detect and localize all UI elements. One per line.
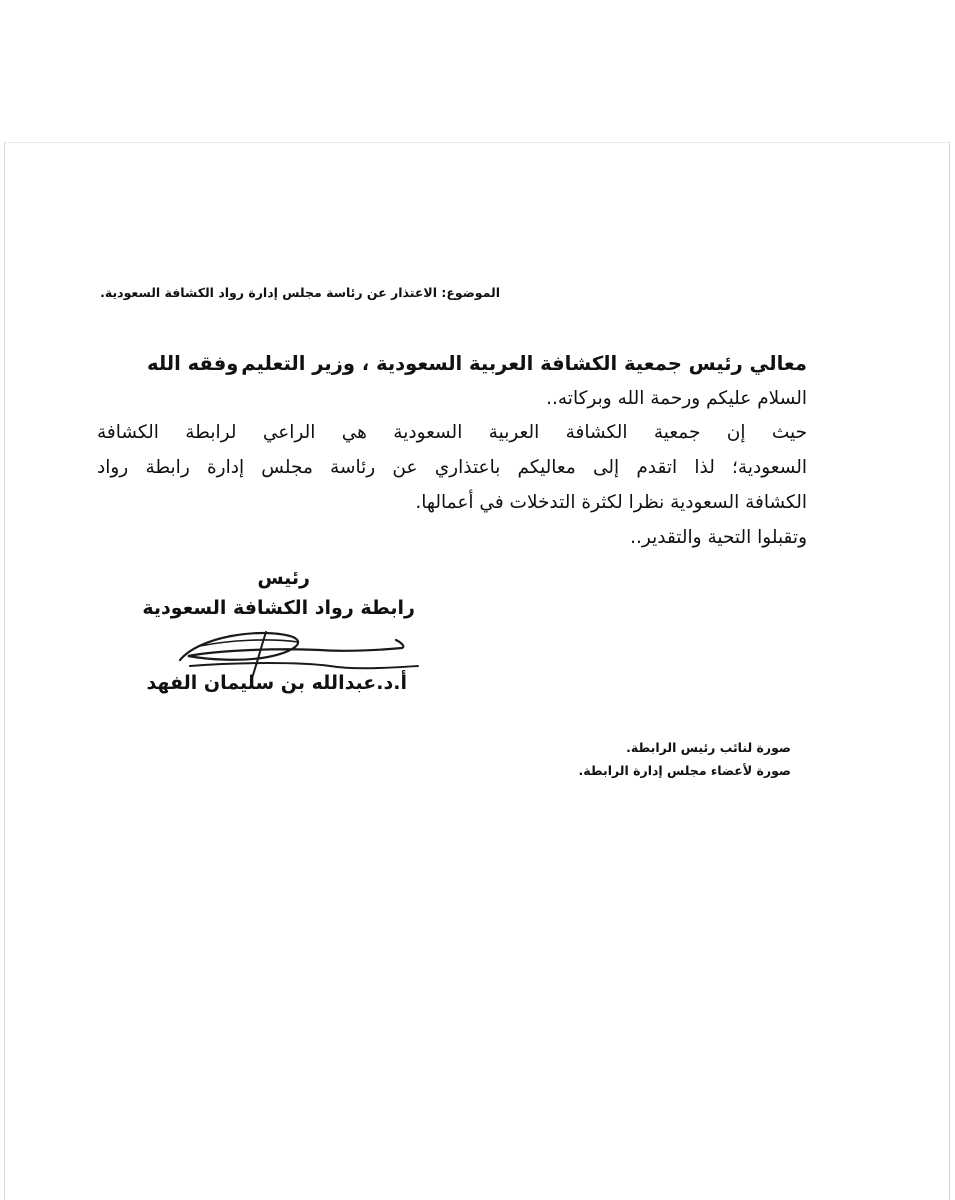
cc-line: صورة لنائب رئيس الرابطة. bbox=[626, 740, 791, 755]
letter-greeting: السلام عليكم ورحمة الله وبركاته.. bbox=[546, 388, 807, 409]
letter-body-line: حيث إن جمعية الكشافة العربية السعودية هي الراعي لرابطة الكشافة bbox=[97, 422, 807, 443]
addressee-text: معالي رئيس جمعية الكشافة العربية السعودية ، وزير التعليم bbox=[241, 352, 807, 375]
letter-addressee bbox=[147, 352, 807, 375]
letter-body-line: الكشافة السعودية نظرا لكثرة التدخلات في أعمالها. bbox=[415, 492, 807, 513]
top-margin bbox=[0, 0, 955, 142]
signatory-organization: رابطة رواد الكشافة السعودية bbox=[142, 597, 415, 619]
letter-body-line: السعودية؛ لذا اتقدم إلى معاليكم باعتذاري عن رئاسة مجلس إدارة رابطة رواد bbox=[97, 457, 807, 478]
letter-subject: الموضوع: الاعتذار عن رئاسة مجلس إدارة رواد الكشافة السعودية. bbox=[100, 285, 500, 300]
letter-closing: وتقبلوا التحية والتقدير.. bbox=[630, 527, 807, 548]
signatory-title: رئيس bbox=[257, 567, 310, 589]
cc-line: صورة لأعضاء مجلس إدارة الرابطة. bbox=[578, 763, 791, 778]
addressee-closing: وفقه الله bbox=[147, 352, 239, 375]
letter-page bbox=[4, 142, 950, 1200]
signatory-name: أ.د.عبدالله بن سليمان الفهد bbox=[146, 672, 407, 694]
